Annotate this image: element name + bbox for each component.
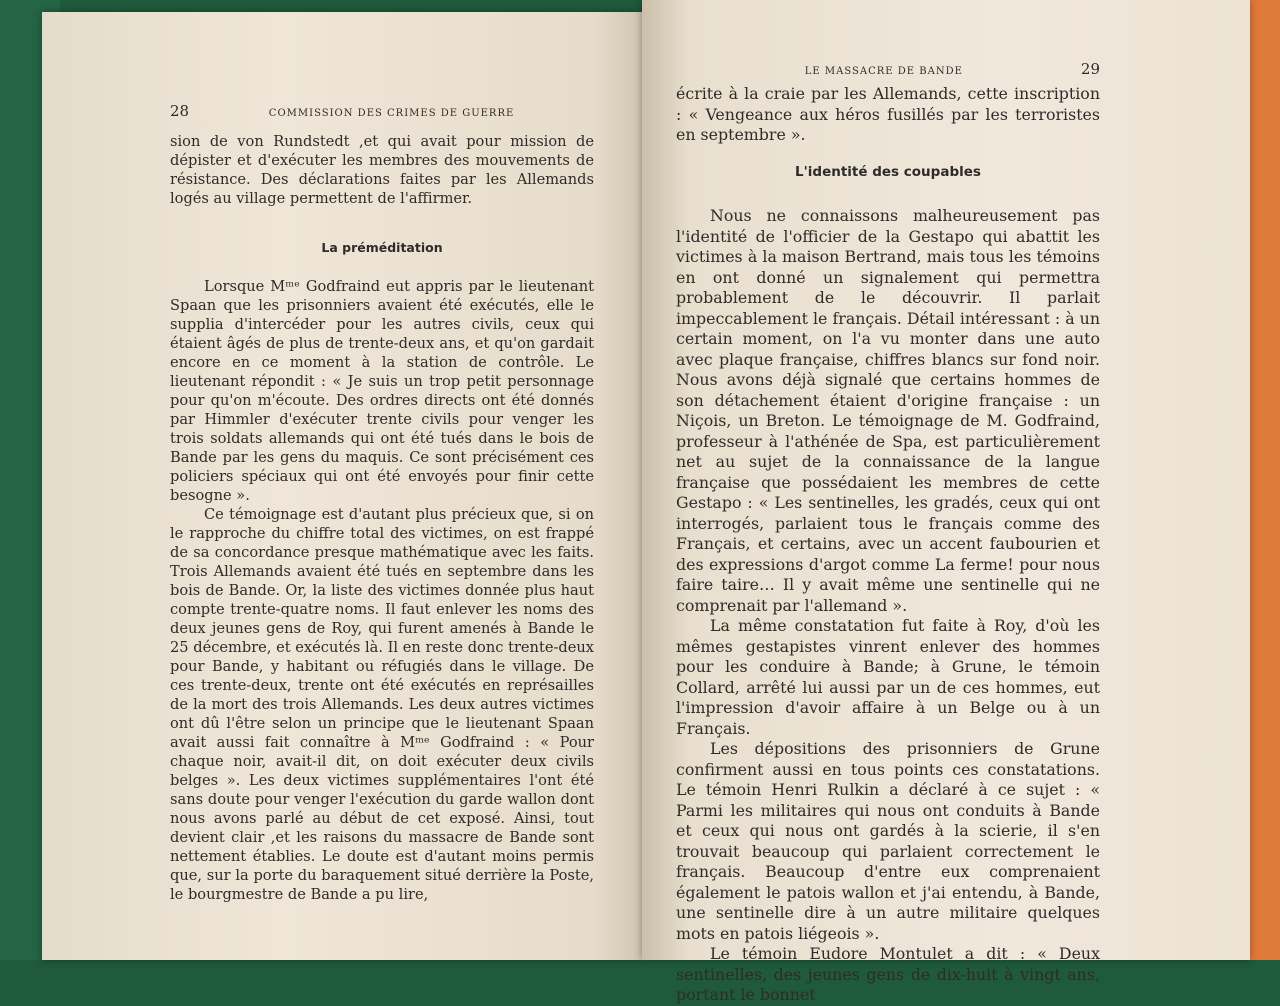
left-page-number: 28 [170,102,190,120]
right-paragraph-3: Les dépositions des prisonniers de Grune confirment aussi en tous points ces constatations. Le témoin Henri Rulkin a déclaré à ce sujet : « Parmi les militaires qui nous ont conduits à Bande et ceux qui nous ont gardés à la scierie, il s'en trouvait beaucoup qui parlaient correctement le français. Beaucoup d'entre eux comprenaient également le patois wallon et j'ai entendu, à Bande, une sentinelle dire à un autre militaire quelques mots en patois liégeois ». [676,739,1100,943]
left-page [42,12,642,960]
right-page-body [676,84,1100,1006]
right-section-title: L'identité des coupables [795,163,981,180]
right-paragraph-4: Le témoin Eudore Montulet a dit : « Deux sentinelles, des jeunes gens de dix-huit à vingt ans, portant le bonnet [676,944,1100,1004]
left-running-head: COMMISSION DES CRIMES DE GUERRE [268,108,515,119]
left-page-body [170,132,594,904]
right-running-head: LE MASSACRE DE BANDE [804,66,963,77]
right-opening-paragraph: écrite à la craie par les Allemands, cette inscription : « Vengeance aux héros fusillés par les terroristes en septembre ». [676,84,1100,144]
right-page [642,0,1250,1004]
right-page-number: 29 [1080,60,1100,78]
right-paragraph-2: La même constatation fut faite à Roy, d'où les mêmes gestapistes vinrent enlever des hommes pour les conduire à Bande; à Grune, le témoin Collard, arrêté lui aussi par un de ces hommes, eut l'impression d'avoir affaire à un Belge ou à un Français. [676,616,1100,738]
right-page-header [676,60,1100,78]
right-paragraph-1: Nous ne connaissons malheureusement pas l'identité de l'officier de la Gestapo qui abattit les victimes à la maison Bertrand, mais tous les témoins en ont donné un signalement qui permettra probablement de le découvrir. Il parlait impeccablement le français. Détail intéressant : à un certain moment, on l'a vu monter dans une auto avec plaque française, chiffres blancs sur fond noir. Nous avons déjà signalé que certains hommes de son détachement étaient d'origine française : un Niçois, un Breton. Le témoignage de M. Godfraind, professeur à l'athénée de Spa, est particulièrement net au sujet de la connaissance de la langue française que possédaient les membres de cette Gestapo : « Les sentinelles, les gradés, ceux qui ont interrogés, parlaient tous le français comme des Français, et certains, avec un accent faubourien et des expressions d'argot comme La ferme! pour nous faire taire… Il y avait même une sentinelle qui ne comprenait par l'allemand ». [676,206,1100,615]
left-section-title: La préméditation [321,240,443,255]
left-paragraph-1: Lorsque Mᵐᵉ Godfraind eut appris par le lieutenant Spaan que les prisonniers avaient été exécutés, elle le supplia d'intercéder pour les autres civils, ceux qui étaient âgés de plus de trente-deux ans, et qu'on gardait encore en ce moment à la station de contrôle. Le lieutenant répondit : « Je suis un trop petit personnage pour qu'on m'écoute. Des ordres directs ont été donnés par Himmler d'exécuter trente civils pour venger les trois soldats allemands qui ont été tués dans le bois de Bande par les gens du maquis. Ce sont précisément ces policiers spéciaux qui ont été envoyés pour finir cette besogne ». [170,278,594,504]
left-page-header [170,102,594,120]
left-opening-paragraph: sion de von Rundstedt ,et qui avait pour mission de dépister et d'exécuter les membres des mouvements de résistance. Des déclarations faites par les Allemands logés au village permettent de l'affirmer. [170,133,594,207]
left-paragraph-2: Ce témoignage est d'autant plus précieux que, si on le rapproche du chiffre total des victimes, on est frappé de sa concordance presque mathématique avec les faits. Trois Allemands avaient été tués en septembre dans les bois de Bande. Or, la liste des victimes donnée plus haut compte trente-quatre noms. Il faut enlever les noms des deux jeunes gens de Roy, qui furent amenés à Bande le 25 décembre, et exécutés là. Il en reste donc trente-deux pour Bande, y habitant ou réfugiés dans le village. De ces trente-deux, trente ont été exécutés en représailles de la mort des trois Allemands. Les deux autres victimes ont dû l'être selon un principe que le lieutenant Spaan avait aussi fait connaître à Mᵐᵉ Godfraind : « Pour chaque noir, avait-il dit, on doit exécuter deux civils belges ». Les deux victimes supplémentaires l'ont été sans doute pour venger l'exécution du garde wallon dont nous avons parlé au début de cet exposé. Ainsi, tout devient clair ,et les raisons du massacre de Bande sont nettement établies. Le doute est d'autant moins permis que, sur la porte du baraquement situé derrière la Poste, le bourgmestre de Bande a pu lire, [170,506,594,903]
